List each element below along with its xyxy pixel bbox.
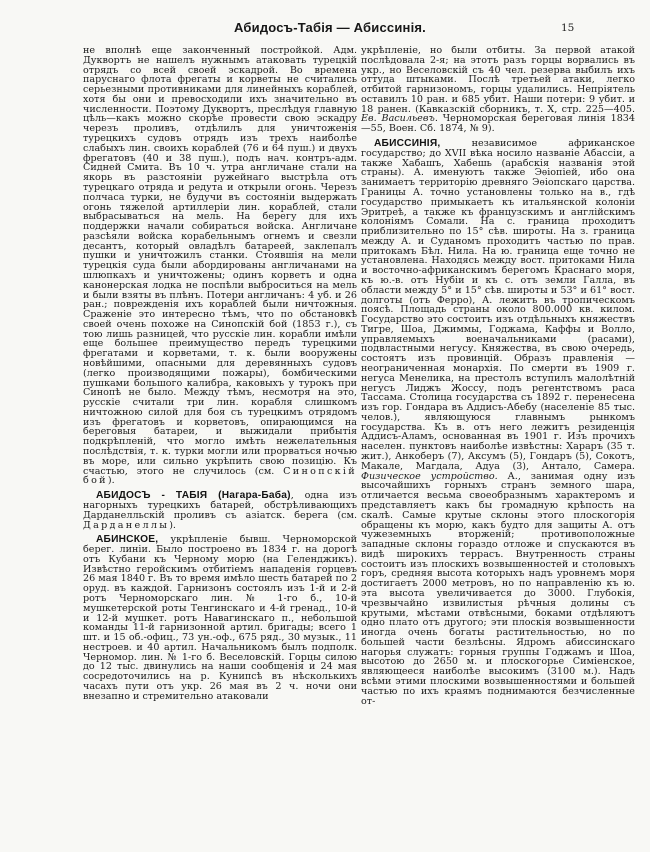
page-number: 15 [561,22,575,34]
text-run: Ев. Васильевъ. [361,113,438,125]
entry-abissinia [361,139,635,706]
text-run: Физическое устройство. [361,470,498,482]
text-run: Дарданеллы [83,519,170,531]
text-run: Синопскій бой [83,465,357,487]
text-run: Черноморская береговая линія 1834—55, Воен. Сб. 1874, № 9). [361,113,635,135]
entry-abidos-tabia [83,491,357,530]
paragraph-abydos-continuation [83,46,357,486]
text-run: укрѣпленіе, но были отбиты. За первой атакой послѣдовала 2-я; на этотъ разъ горцы ворвались въ укр., но Веселовскій съ 40 чел. резерва выбилъ ихъ оттуда штыками. Послѣ третьей атаки, легко отбитой гарнизономъ, горцы удалились. Непріятель оставилъ 10 ран. и 685 убит. Наши потери: 9 убит. и 18 ранен. (Кавказскій сборникъ, т. X, стр. 225—405. [361,46,635,115]
text-run: ). [169,519,176,531]
entry-abinskoe [83,535,357,701]
running-head: Абидосъ-Табія — Абиссинія. [234,20,426,35]
paragraph-abinskoe-continuation [361,46,635,134]
text-run: независимое африканское государство; до XVII вѣка носило названіе Абассіи, а также Хабашъ, Хабешь (арабскія названія этой страны). А. именуютъ также Эѳіопіей, ибо она занимаетъ территорію древняго Эѳіопскаго царства. Границы А. точно установлены только на в., гдѣ государство примыкаетъ къ итальянской колоніи Эритреѣ, а также къ французскимъ и англійскимъ колоніямъ Сомали. На с. граница проходитъ приблизительно по 15° сѣв. широты. На з. граница между А. и Суданомъ проходитъ частью по прав. притокамъ Бѣл. Нила. На ю. граница еще точно не установлена. Находясь между вост. притоками Нила и восточно-африканскимъ берегомъ Краснаго моря, къ ю.-в. отъ Нубіи и къ с. отъ земли Галла, въ области между 5° и 15° сѣв. широты и 53° и 61° вост. долготы (отъ Ферро), А. лежитъ въ тропическомъ поясѣ. Площадь страны около 800.000 кв. килом. Государство это состоитъ изъ отдѣльныхъ княжествъ Тигре, Шоа, Джиммы, Годжама, Каффы и Волло, управляемыхъ военачальниками (расами), подвластными негусу. Княжества, въ свою очередь, состоятъ изъ провинцій. Образъ правленія — неограниченная монархія. По смерти въ 1909 г. негуса Менелика, на престолъ вступилъ малолѣтній негусъ Лиджъ Жоссу, подъ регентствомъ раса Тассама. Столица государства съ 1892 г. перенесена изъ гор. Гондара въ Аддисъ-Абебу (населеніе 85 тыс. челов.), являющуюся главнымъ рынкомъ государства. Къ в. отъ него лежитъ резиденція Аддисъ-Аламъ, основанная въ 1901 г. Изъ прочихъ населен. пунктовъ наиболѣе извѣстны: Хараръ (35 т. жит.), Анкоберъ (7), Аксумъ (5), Гондаръ (5), Сокотъ, Макале, Магдала, Адуа (3), Антало, Самера. [361,138,635,472]
text-run: укрѣпленіе бывш. Черноморской берег. линіи. Было построено въ 1834 г. на дорогѣ отъ Кубани къ Черному морю (на Геленджикъ). Извѣстно геройскимъ отбитіемъ нападенія горцевъ 26 мая 1840 г. Въ то время имѣло шесть батарей по 2 оруд. въ каждой. Гарнизонъ состоялъ изъ 1-й и 2-й ротъ Черноморскаго лин. № 1-го б., 10-й мушкетерской роты Тенгинскаго и 4-й гренад., 10-й и 12-й мушкет. ротъ Навагинскаго п., небольшой команды 11-й гарнизонной артил. бригады; всего 1 шт. и 15 об.-офиц., 73 ун.-оф., 675 ряд., 30 музык., 11 нестроев. и 40 артил. Начальникомъ былъ подполк. Черномор. лин. № 1-го б. Веселовскій. Горцы силою до 12 тыс. двинулись на наши сообщенія и 24 мая сосредоточились на р. Кунипсѣ въ нѣсколькихъ часахъ пути отъ укр. 26 мая въ 2 ч. ночи они внезапно и стремительно атаковали [83,534,357,702]
text-run: А., занимая одну изъ высочайшихъ горныхъ странъ земного шара, отличается весьма своеобразнымъ характеромъ и представляетъ какъ бы громадную крѣпость на скалѣ. Самые крутые склоны этого плоскогорія обращены къ морю, какъ будто для защиты А. отъ чужеземныхъ вторженій; противоположные западные склоны гораздо отложе и спускаются въ видѣ широкихъ террасъ. Внутренность страны состоитъ изъ плоскихъ возвышенностей и столовыхъ горъ, средняя высота которыхъ надъ уровнемъ моря достигаетъ 2000 метровъ, но по направленію къ ю. эта высота увеличивается до 3000. Глубокія, чрезвычайно извилистыя рѣчныя долины съ крутыми, мѣстами отвѣсными, боками отдѣляютъ одно плато отъ другого; эти плоскія возвышенности иногда очень богаты растительностью, но по большей части безлѣсны. Ядромъ абиссинскаго нагорья служатъ: горныя группы Годжамъ и Шоа, высотою до 2650 м. и плоскогорье Симіенское, являющееся наиболѣе высокимъ (3100 м.). Надъ всѣми этими плоскими возвышенностями и большей частью по ихъ краямъ поднимаются безчисленные от- [361,470,635,707]
entry-term: АБИССИНІЯ, [374,138,441,150]
text-run: ). [107,475,115,487]
text-column-left [83,46,357,794]
text-run: , одна изъ нагорныхъ турецкихъ батарей, обстрѣливающихъ Дарданелльскій проливъ съ азіатск. берега (см. [83,490,357,521]
entry-term: АБИДОСЪ - ТАБІЯ (Нагара-Баба) [96,490,291,502]
text-column-right [361,46,635,794]
text-run: не вполнѣ еще законченный постройкой. Адм. Дуквортъ не нашелъ нужнымъ атаковать турецкій отрядъ со всей своей эскадрой. Во времена паруснаго флота фрегаты и корветы не считались серьезными противниками для линейныхъ кораблей, хотя бы они и превосходили ихъ значительно въ численности. Поэтому Дуквортъ, преслѣдуя главную цѣль—какъ можно скорѣе провести свою эскадру черезъ проливъ, отдѣлилъ для уничтоженія турецкихъ судовъ отрядъ изъ трехъ наиболѣе слабыхъ лин. своихъ кораблей (76 и 64 пуш.) и двухъ фрегатовъ (40 и 38 пуш.), подъ нач. контръ-адм. Сидней Смита. Въ 10 ч. утра англичане стали на якорь въ разстояніи ружейнаго выстрѣла отъ турецкаго отряда и редута и открыли огонь. Черезъ полчаса турки, не будучи въ состояніи выдержать огонь тяжелой артиллеріи лин. кораблей, стали выбрасываться на мель. На берегу для ихъ поддержки начали собираться войска. Англичане разсѣяли войска корабельнымъ огнемъ и свезли десантъ, который овладѣлъ батареей, заклепалъ пушки и уничтожилъ станки. Стоявшія на мели турецкія суда были абордированы англичанами на шлюпкахъ и уничтожены; одинъ корветъ и одна канонерская лодка не поспѣли выброситься на мель и были взяты въ плѣнъ. Потери англичанъ: 4 уб. и 26 ран.; поврежденія ихъ кораблей были ничтожныя. Сраженіе это интересно тѣмъ, что по обстановкѣ своей очень похоже на Синопскій бой (1853 г.), съ тою лишь разницей, что русскіе лин. корабли имѣли еще большее преимущество передъ турецкими фрегатами и корветами, т. к. были вооружены новѣйшими, опасными для деревянныхъ судовъ (легко производящими пожары), бомбическими пушками большого калибра, каковыхъ у турокъ при Синопѣ не было. Между тѣмъ, несмотря на это, русскіе считали три лин. корабля слишкомъ ничтожною силой для боя съ турецкимъ отрядомъ изъ фрегатовъ и корветовъ, опирающимся на береговыя батареи, и выжидали прибытія подкрѣпленій, что могло имѣть нежелательныя послѣдствія, т. к. турки могли или прорваться ночью въ море, или сильно укрѣпить свою позицію. Къ счастью, этого не случилось (см. [83,46,357,477]
entry-term: АБИНСКОЕ, [96,534,159,546]
